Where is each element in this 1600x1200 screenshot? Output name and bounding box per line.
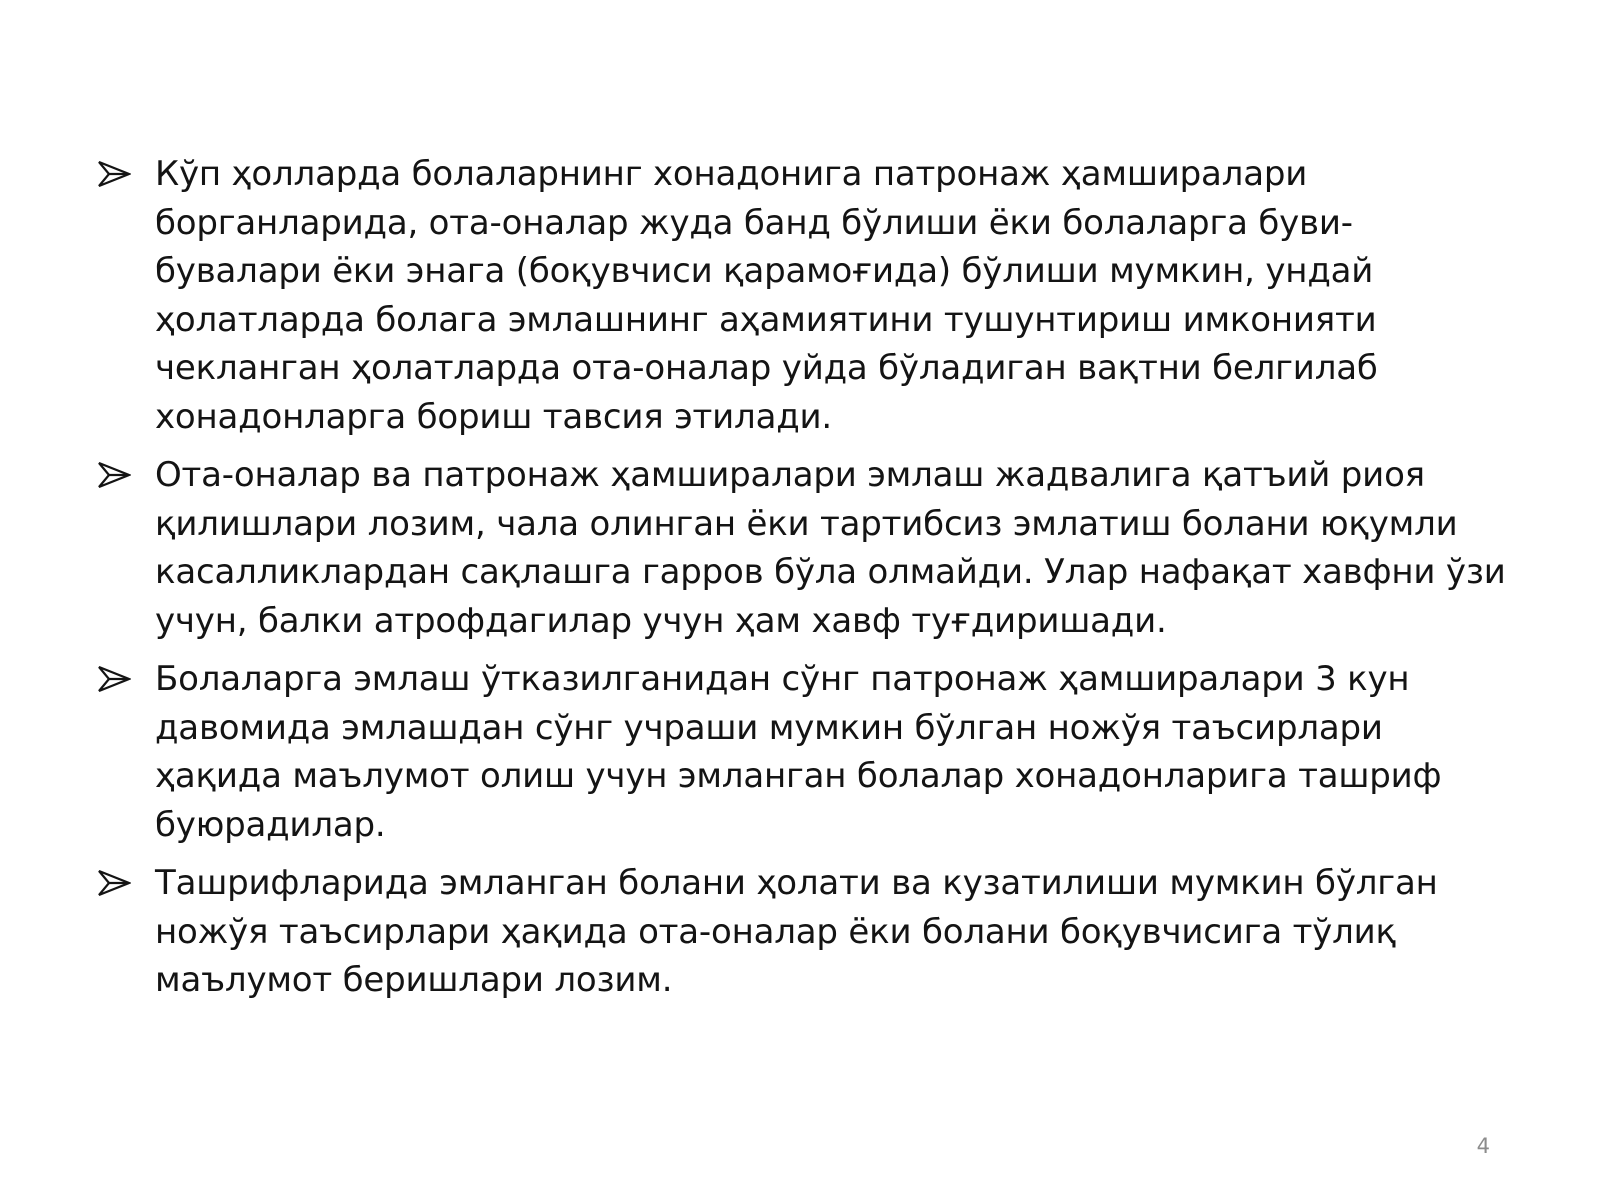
bullet-text: Кўп ҳолларда болаларнинг хонадонига патронаж ҳамширалари борганларида, ота-оналар жуда банд бўлиши ёки болаларга буви-бувалари ёки энага (боқувчиси қарамоғида) бўлиши мумкин, ундай ҳолатларда болага эмлашнинг аҳамиятини тушунтириш имконияти чекланган ҳолатларда ота-оналар уйда бўладиган вақтни белгилаб хонадонларга бориш тавсия этилади.	[155, 154, 1378, 437]
bullet-item-2	[97, 451, 1517, 645]
bullet-text: Ташрифларида эмланган болани ҳолати ва кузатилиши мумкин бўлган ножўя таъсирлари ҳақида ота-оналар ёки болани боқувчисига тўлиқ маълумот беришлари лозим.	[155, 863, 1438, 1000]
bullet-item-3	[97, 655, 1517, 849]
arrowhead-bullet-icon	[97, 150, 155, 190]
arrowhead-bullet-icon	[97, 451, 155, 491]
arrowhead-bullet-icon	[97, 859, 155, 899]
bullet-text: Ота-оналар ва патронаж ҳамширалари эмлаш жадвалига қатъий риоя қилишлари лозим, чала олинган ёки тартибсиз эмлатиш болани юқумли касалликлардан сақлашга гарров бўла олмайди. Улар нафақат хавфни ўзи учун, балки атрофдагилар учун ҳам хавф туғдиришади.	[155, 455, 1506, 641]
page-number: 4	[1476, 1134, 1490, 1158]
bullet-text: Болаларга эмлаш ўтказилганидан сўнг патронаж ҳамширалари 3 кун давомида эмлашдан сўнг учраши мумкин бўлган ножўя таъсирлари ҳақида маълумот олиш учун эмланган болалар хонадонларига ташриф буюрадилар.	[155, 659, 1442, 845]
bullet-item-1	[97, 150, 1517, 441]
bullet-item-4	[97, 859, 1517, 1005]
bullet-list	[97, 150, 1517, 1015]
arrowhead-bullet-icon	[97, 655, 155, 695]
